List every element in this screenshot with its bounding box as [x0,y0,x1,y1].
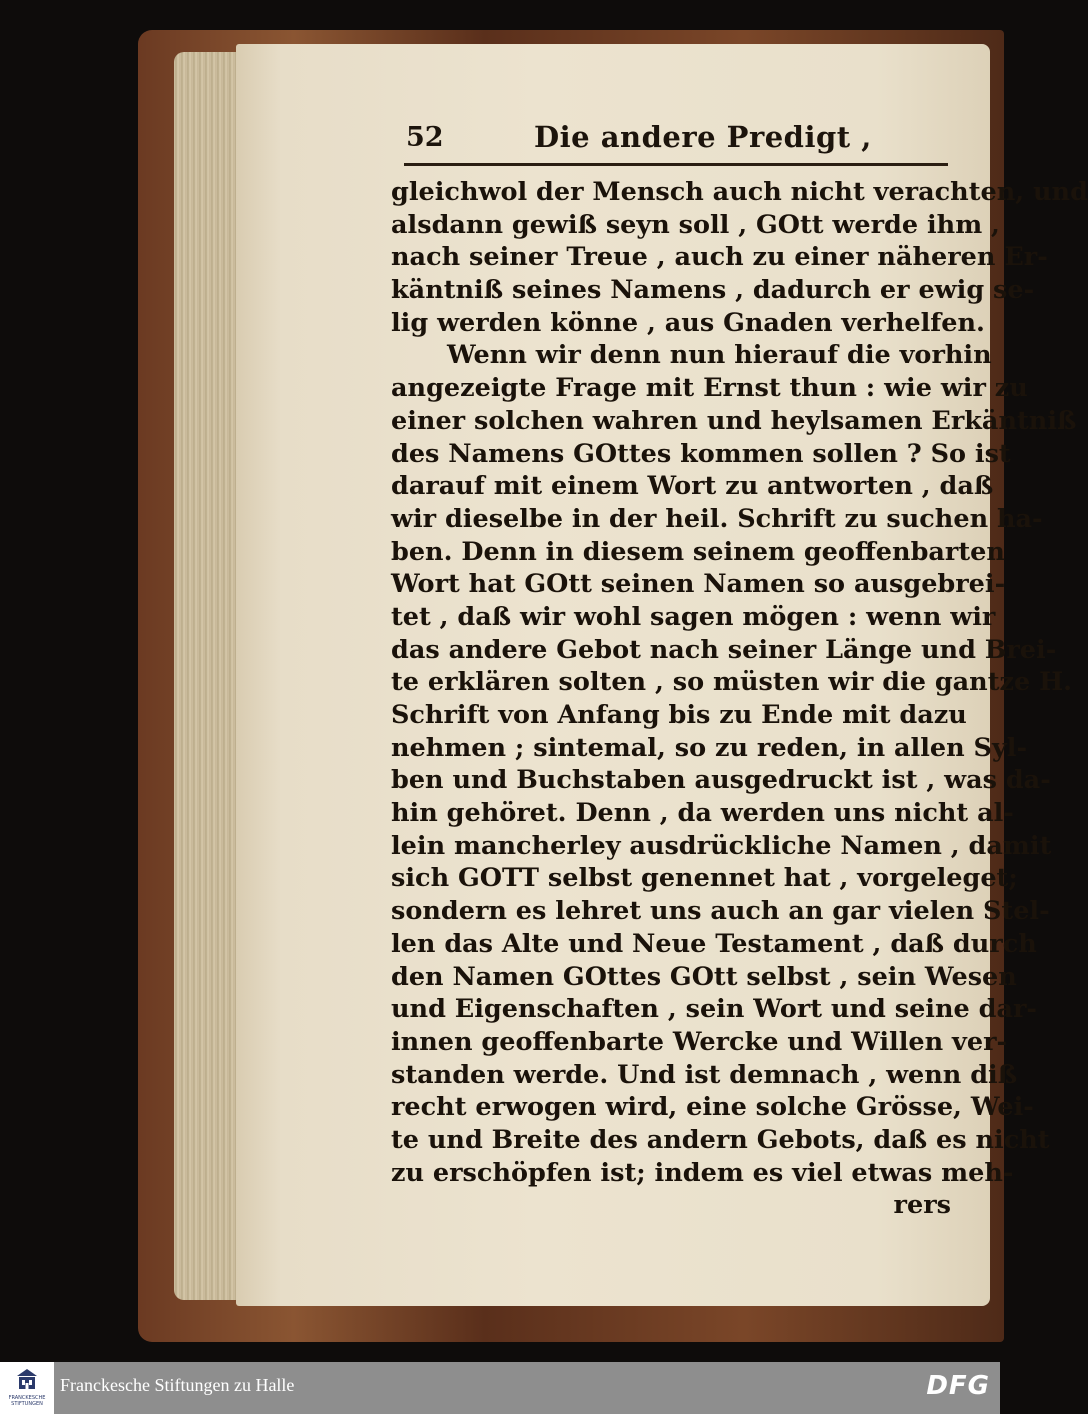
text-line: wir dieselbe in der heil. Schrift zu suchen ha- [391,503,1043,534]
body-text [391,176,1088,1222]
text-line: te und Breite des andern Gebots, daß es nicht [391,1124,1050,1155]
text-line: und Eigenschaften , sein Wort und seine dar- [391,994,1038,1025]
text-line: Schrift von Anfang bis zu Ende mit dazu [391,700,967,730]
text-line: gleichwol der Mensch auch nicht verachten, und [391,177,1088,207]
text-line: ben und Buchstaben ausgedruckt ist , was da- [391,765,1051,796]
text-line: lig werden könne , aus Gnaden verhelfen. [391,307,985,338]
text-line: sich GOTT selbst genennet hat , vorgeleget; [391,863,1018,894]
text-line: len das Alte und Neue Testament , daß durch [391,928,1037,959]
text-line: das andere Gebot nach seiner Länge und Brei- [391,634,1057,665]
text-line: recht erwogen wird, eine solche Grösse, Wei- [391,1092,1034,1123]
catchword: rers [893,1190,951,1221]
running-head: Die andere Predigt , [534,120,872,154]
text-line: Wort hat GOtt seinen Namen so ausgebrei- [391,569,1006,600]
page-header [404,118,948,164]
text-line: zu erschöpfen ist; indem es viel etwas meh- [391,1157,1014,1188]
text-line: angezeigte Frage mit Ernst thun : wie wir zu [391,373,1028,404]
dfg-logo[interactable]: DFG [926,1371,990,1401]
footer-bar [0,1362,1000,1414]
text-line: ben. Denn in diesem seinem geoffenbarten [391,536,1005,567]
text-line: käntniß seines Namens , dadurch er ewig se- [391,275,1035,306]
text-line: tet , daß wir wohl sagen mögen : wenn wir [391,601,996,632]
text-line: einer solchen wahren und heylsamen Erkäntniß [391,405,1077,436]
building-icon [15,1368,39,1392]
text-line: innen geoffenbarte Wercke und Willen ver- [391,1026,1008,1057]
text-line: des Namens GOttes kommen sollen ? So ist [391,438,1011,469]
text-line: Wenn wir denn nun hierauf die vorhin [447,340,992,371]
text-line: nehmen ; sintemal, so zu reden, in allen Syl- [391,732,1028,763]
text-line: nach seiner Treue , auch zu einer näheren Er- [391,242,1048,273]
institution-name[interactable]: Franckesche Stiftungen zu Halle [60,1375,295,1395]
institution-logo[interactable] [0,1362,54,1414]
text-line: den Namen GOttes GOtt selbst , sein Wesen [391,961,1017,992]
page-number: 52 [406,122,444,153]
text-line: alsdann gewiß seyn soll , GOtt werde ihm , [391,209,1000,240]
text-line: standen werde. Und ist demnach , wenn diß [391,1059,1018,1090]
header-rule [404,163,948,166]
text-line: sondern es lehret uns auch an gar vielen Stel- [391,896,1050,927]
text-line: te erklären solten , so müsten wir die gantze H. [391,667,1073,698]
text-line: darauf mit einem Wort zu antworten , daß [391,471,994,502]
text-line: lein mancherley ausdrückliche Namen , damit [391,830,1052,861]
text-line: hin gehöret. Denn , da werden uns nicht al- [391,798,1014,829]
logo-text: FRANCKESCHE STIFTUNGEN [8,1395,46,1407]
